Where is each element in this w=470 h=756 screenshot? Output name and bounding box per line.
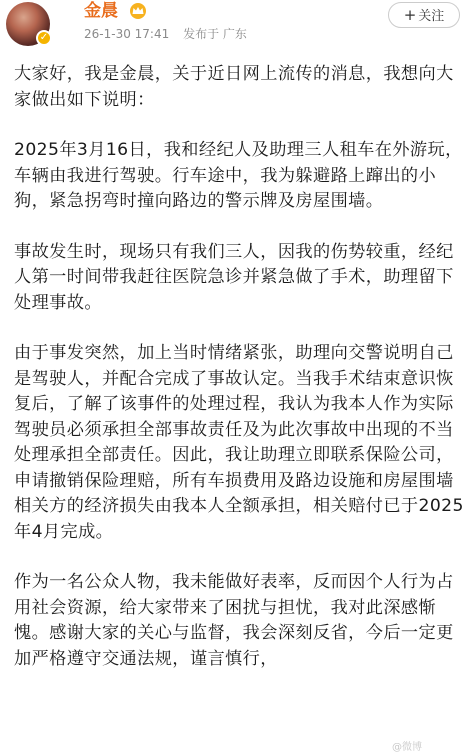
post-time: 26-1-30 17:41 [84,27,170,41]
author-name[interactable]: 金晨 [84,1,118,21]
post-paragraph-2: 2025年3月16日，我和经纪人及助理三人租车在外游玩，车辆由我进行驾驶。行车途中，我为躲避路上蹿出的小狗，紧急拐弯时撞向路边的警示牌及房屋围墙。 [14,140,463,211]
crown-icon [128,2,148,20]
post-paragraph-5: 作为一名公众人物，我未能做好表率，反而因个人行为占用社会资源，给大家带来了困扰与担忧，我对此深感惭愧。感谢大家的关心与监督，我会深刻反省，今后一定更加严格遵守交通法规，谨言慎行， [14,572,454,669]
post-body [14,62,466,697]
watermark: @微博 [392,742,422,753]
post-paragraph-4: 由于事发突然，加上当时情绪紧张，助理向交警说明自己是驾驶人，并配合完成了事故认定。当我手术结束意识恢复后，了解了该事件的处理过程，我认为我本人作为实际驾驶员必须承担全部事故责任及为此次事故中出现的不当处理承担全部责任。因此，我让助理立即联系保险公司，申请撤销保险理赔，所有车损费用及路边设施和房屋围墙相关方的经济损失由我本人全额承担，相关赔付已于2025年4月完成。 [14,343,464,542]
follow-label: 关注 [418,9,445,24]
post-meta [84,26,257,42]
post-header [0,0,470,52]
follow-button[interactable] [388,2,460,28]
plus-icon: + [403,6,417,24]
post-paragraph-3: 事故发生时，现场只有我们三人，因我的伤势较重，经纪人第一时间带我赶往医院急诊并紧急做了手术，助理留下处理事故。 [14,241,454,313]
post-location: 发布于 广东 [183,27,247,41]
post-paragraph-1: 大家好，我是金晨，关于近日网上流传的消息，我想向大家做出如下说明： [14,64,454,110]
verified-badge-icon: ✓ [36,30,52,46]
